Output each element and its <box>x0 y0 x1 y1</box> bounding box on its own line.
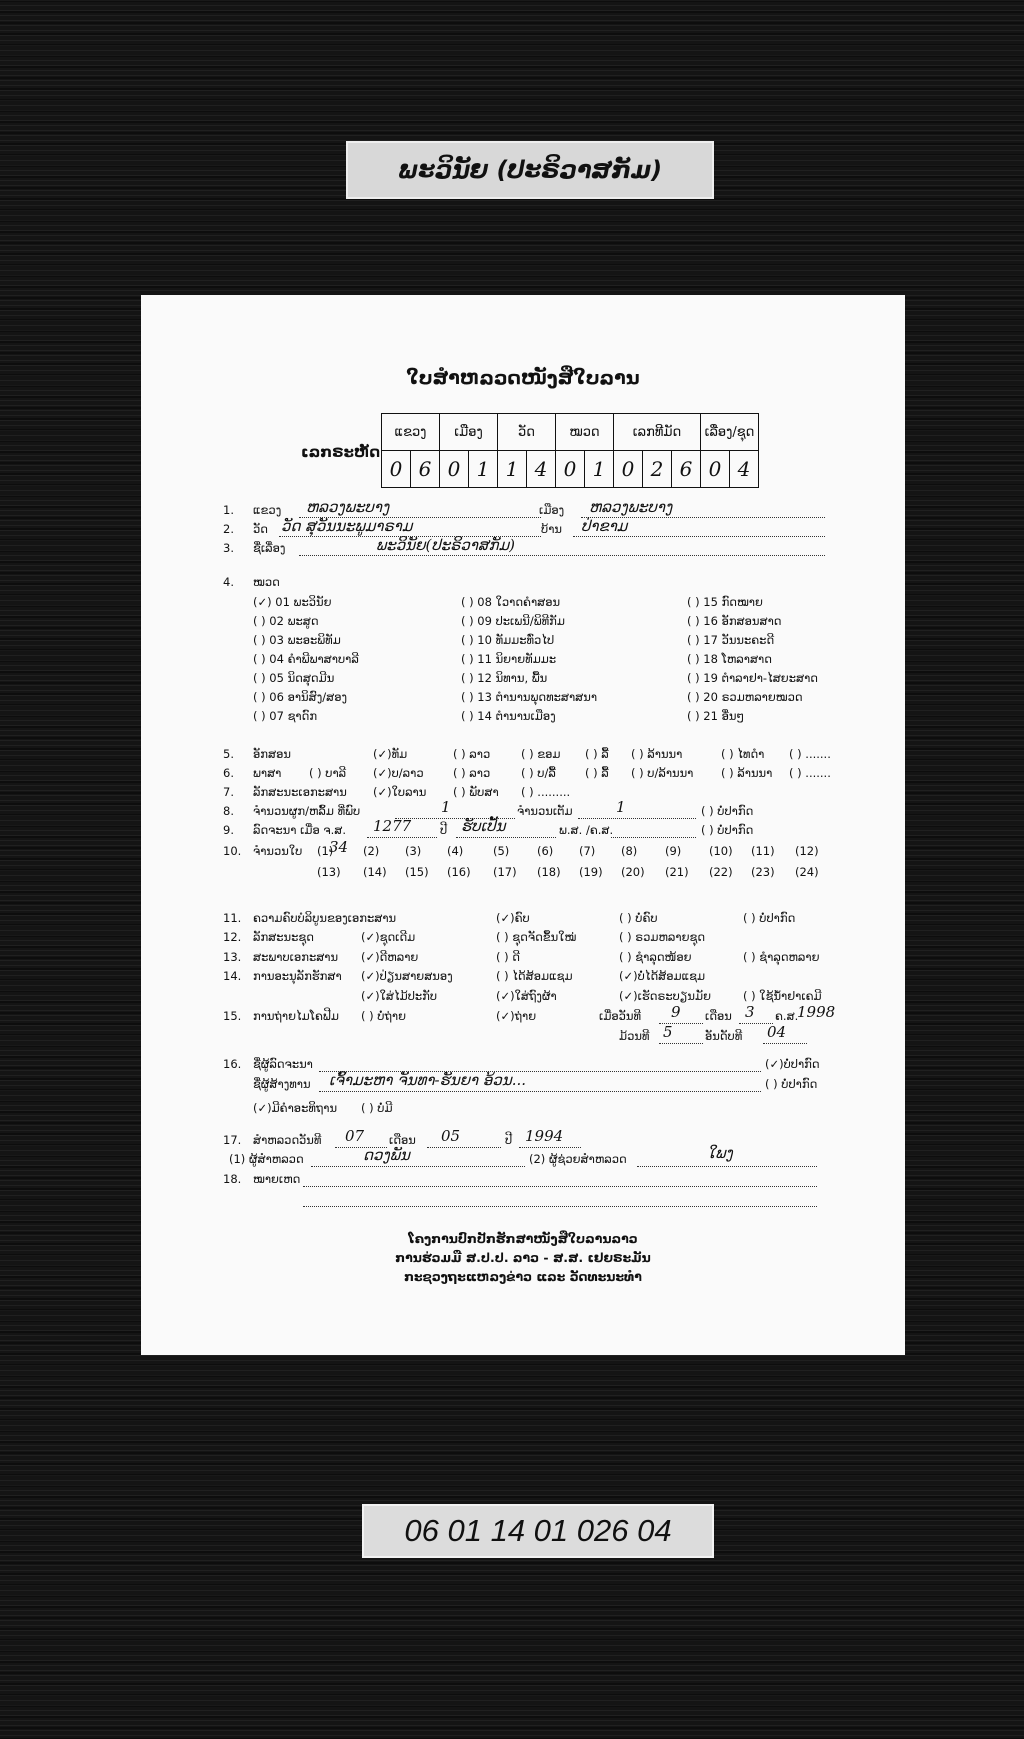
leaf-count-cell: (1) <box>317 844 334 858</box>
leaf-count-cell: (12) <box>795 844 819 858</box>
not-shown-option: ( ) ບໍ່ປາກົດ <box>765 1077 818 1091</box>
written-date-label: ລົດຈະນາ ເມື່ອ ຈ.ສ. <box>253 823 347 837</box>
assistant-value: ໃພງ <box>707 1144 733 1162</box>
surveyor-label: (1) ຜູ້ສຳຫລວດ <box>229 1152 304 1166</box>
category-option: ( ) 12 ນິທານ, ພື້ນ <box>461 671 548 685</box>
field-number: 15. <box>223 1009 242 1023</box>
category-option: ( ) 15 ກົດໝາຍ <box>687 595 763 609</box>
set-type-label: ລັກສະນະຊຸດ <box>253 930 314 944</box>
category-option: ( ) 19 ຕຳລາຢາ-ໄສຍະສາດ <box>687 671 818 685</box>
footer-line: ໂຄງການປົກປັກຮັກສາໜັງສືໃບລານລາວ <box>408 1231 638 1246</box>
leaf-count-cell: (18) <box>537 865 561 879</box>
form-title: ໃບສຳຫລວດໜັງສືໃບລານ <box>406 367 640 389</box>
condition-label: ສະພາບເອກະສານ <box>253 950 339 964</box>
condition-option: (✓)ດີຫລາຍ <box>361 950 419 964</box>
leaf-count-cell: (8) <box>621 844 638 858</box>
language-option: ( ) ບາລີ <box>309 766 347 780</box>
microfilm-label: ການຖ່າຍໄມໂຄຟີມ <box>253 1009 339 1023</box>
leaf-count-cell: (19) <box>579 865 603 879</box>
category-option: ( ) 13 ຕຳນານພຸດທະສາສນາ <box>461 690 598 704</box>
code-digit: 0 <box>614 451 643 488</box>
field-number: 6. <box>223 766 234 780</box>
conservation-option: ( ) ໄດ້ສ້ອມແຊມ <box>496 969 573 983</box>
footer-line: ການຮ່ວມມື ສ.ປ.ປ. ລາວ - ສ.ສ. ເຢຍຣະມັນ <box>395 1250 651 1265</box>
donor-label: ຊື່ຜູ້ສ້າງທານ <box>253 1077 311 1091</box>
prayer-option: ( ) ບໍ່ມີ <box>361 1101 393 1115</box>
document-type-label: ລັກສະນະເອກະສານ <box>253 785 347 799</box>
code-header: ໝວດ <box>556 414 614 451</box>
code-digit: 0 <box>382 451 411 488</box>
script-option: ( ) ....... <box>789 747 831 761</box>
script-option: ( ) ລາວ <box>453 747 491 761</box>
script-option: ( ) ລ້ານນາ <box>631 747 683 761</box>
category-option: ( ) 17 ວັນນະຄະດີ <box>687 633 775 647</box>
donor-value: ເຈົ້າມະຫາ ຈັນທາ-ຮັນຍາ ອ້ວນ... <box>329 1071 527 1089</box>
not-shown-option: ( ) ບໍ່ປາກົດ <box>701 823 754 837</box>
field-number: 4. <box>223 575 234 589</box>
village-value: ປ່າຂາມ <box>581 517 628 535</box>
document-type-option: ( ) ພັບສາ <box>453 785 499 799</box>
code-digit: 0 <box>701 451 730 488</box>
completeness-label: ຄວາມຄົບບໍລິບູນຂອງເອກະສານ <box>253 911 397 925</box>
category-option: ( ) 05 ນິດສຸດມີນ <box>253 671 335 685</box>
category-option: ( ) 11 ນິຍາຍທັມມະ <box>461 652 557 666</box>
registration-code-table <box>381 413 759 488</box>
order-value: 04 <box>767 1023 787 1041</box>
category-option: ( ) 04 ຄຳພີພາສາບາລີ <box>253 652 359 666</box>
category-option: ( ) 14 ຕຳນານເມືອງ <box>461 709 556 723</box>
category-option: ( ) 09 ປະເພນີ/ພິທີກັມ <box>461 614 565 628</box>
conservation-option: ( ) ໃຊ້ນ້ຳຢາເຄມີ <box>743 989 822 1003</box>
language-label: ພາສາ <box>253 766 282 780</box>
field-number: 17. <box>223 1133 242 1147</box>
category-option: (✓) 01 ພະວິນັຍ <box>253 595 332 609</box>
month-label: ເດືອນ <box>705 1009 732 1023</box>
leaf-count-cell: (20) <box>621 865 645 879</box>
code-header: ແຂວງ <box>382 414 440 451</box>
completeness-option: ( ) ບໍ່ປາກົດ <box>743 911 796 925</box>
leaf-count-cell: (17) <box>493 865 517 879</box>
category-option: ( ) 21 ອື່ນໆ <box>687 709 745 723</box>
year-label: ຄ.ສ. <box>775 1009 799 1023</box>
field-number: 13. <box>223 950 242 964</box>
code-header: ເມືອງ <box>440 414 498 451</box>
condition-option: ( ) ດີ <box>496 950 520 964</box>
set-type-option: ( ) ຊຸດຈັດຂຶ້ນໃໝ່ <box>496 930 577 944</box>
bundles-total-value: 1 <box>616 798 626 816</box>
leaf-count-cell: (6) <box>537 844 554 858</box>
script-option: ( ) ລື້ <box>585 747 609 761</box>
leaf-count-cell: (4) <box>447 844 464 858</box>
province-value: ຫລວງພະບາງ <box>306 498 390 516</box>
assistant-label: (2) ຜູ້ຊ່ວຍສຳຫລວດ <box>529 1152 627 1166</box>
leaf-count-cell: (5) <box>493 844 510 858</box>
completeness-option: ( ) ບໍ່ຄົບ <box>619 911 658 925</box>
code-digit: 0 <box>440 451 469 488</box>
leaf-count-cell: (2) <box>363 844 380 858</box>
category-label: ໝວດ <box>253 575 280 589</box>
roll-label: ມ້ວນທີ <box>619 1029 650 1043</box>
category-option: ( ) 02 ພະສູດ <box>253 614 319 628</box>
script-option: ( ) ຂອມ <box>521 747 561 761</box>
category-option: ( ) 07 ຊາດົກ <box>253 709 318 723</box>
code-digit: 6 <box>672 451 701 488</box>
district-label: ເມືອງ <box>539 503 565 517</box>
survey-month: 05 <box>441 1127 461 1145</box>
leaf-count-cell: (11) <box>751 844 775 858</box>
bundles-found-value: 1 <box>441 798 451 816</box>
leaf-count-cell: (7) <box>579 844 596 858</box>
language-option: ( ) ບ/ລ້ານນາ <box>631 766 694 780</box>
leaf-count-cell: (23) <box>751 865 775 879</box>
code-digit: 6 <box>411 451 440 488</box>
title-value: ພະວິນັຍ(ປະຣິວາສກັມ) <box>376 536 515 554</box>
category-option: ( ) 10 ທັມມະທົ່ວໄປ <box>461 633 555 647</box>
leaf-count-label: ຈຳນວນໃບ <box>253 844 303 858</box>
leaf-count-cell: (16) <box>447 865 471 879</box>
condition-option: ( ) ຊຳລຸດໜ້ອຍ <box>619 950 692 964</box>
roll-value: 5 <box>663 1023 673 1041</box>
field-number: 3. <box>223 541 234 555</box>
field-number: 10. <box>223 844 242 858</box>
leaf-count-cell: (9) <box>665 844 682 858</box>
code-digit: 1 <box>585 451 614 488</box>
village-label: ບ້ານ <box>541 522 562 536</box>
remarks-label: ໝາຍເຫດ <box>253 1172 301 1186</box>
script-label: ອັກສອນ <box>253 747 291 761</box>
field-number: 12. <box>223 930 242 944</box>
manuscript-title-label: ພະວິນັຍ (ປະຣິວາສກັມ) <box>346 141 714 199</box>
conservation-option: (✓)ໃສ່ໄມ້ປະກັບ <box>361 989 438 1003</box>
language-option: ( ) ລາວ <box>453 766 491 780</box>
conservation-option: (✓)ໃສ່ຖົງຜ້າ <box>496 989 557 1003</box>
month-label: ເດືອນ <box>389 1133 416 1147</box>
registration-label: ເລກຣະຫັດ <box>301 443 381 461</box>
script-option: ( ) ໄທດຳ <box>721 747 765 761</box>
condition-option: ( ) ຊຳລຸດຫລາຍ <box>743 950 820 964</box>
code-digit: 4 <box>730 451 759 488</box>
code-digit: 0 <box>556 451 585 488</box>
survey-year: 1994 <box>525 1127 564 1145</box>
temple-label: ວັດ <box>253 522 268 536</box>
temple-value: ວັດ ສຸວັນນະພູມາຣາມ <box>281 517 413 535</box>
set-type-option: ( ) ຣວມຫລາຍຊຸດ <box>619 930 706 944</box>
district-value: ຫລວງພະບາງ <box>589 498 673 516</box>
title-label: ຊື່ເລື່ອງ <box>253 541 286 555</box>
language-option: ( ) ລື້ <box>585 766 609 780</box>
field-number: 18. <box>223 1172 242 1186</box>
category-option: ( ) 20 ຣວມຫລາຍໝວດ <box>687 690 803 704</box>
scribe-label: ຊື່ຜູ້ລົດຈະນາ <box>253 1057 313 1071</box>
code-header: ເລກທີມັດ <box>614 414 701 451</box>
leaf-count-cell: (3) <box>405 844 422 858</box>
code-digit-row <box>382 451 759 488</box>
surveyor-value: ດວງພັນ <box>363 1146 410 1164</box>
year-name-value: ຮັບເປັ້ນ <box>461 817 506 835</box>
language-option: ( ) ບ/ລື້ <box>521 766 556 780</box>
survey-label: ສຳຫລວດ <box>253 1133 300 1147</box>
leaf-count-cell: (22) <box>709 865 733 879</box>
field-number: 7. <box>223 785 234 799</box>
bundles-found-label: ຈຳນວນຜູກ/ຫລົ້ມ ທີ່ພົບ <box>253 804 361 818</box>
day-label: ວັນທີ <box>299 1133 322 1147</box>
code-header-row <box>382 414 759 451</box>
field-number: 1. <box>223 503 234 517</box>
leaf-count-cell: (24) <box>795 865 819 879</box>
field-number: 11. <box>223 911 242 925</box>
category-option: ( ) 18 ໂຫລາສາດ <box>687 652 772 666</box>
microfilm-option: ( ) ບໍ່ຖ່າຍ <box>361 1009 406 1023</box>
code-digit: 2 <box>643 451 672 488</box>
accession-number-label: 06 01 14 01 026 04 <box>362 1504 714 1558</box>
conservation-label: ການອະນຸລັກຮັກສາ <box>253 969 342 983</box>
not-shown-option: (✓)ບໍ່ປາກົດ <box>765 1057 820 1071</box>
completeness-option: (✓)ຄົບ <box>496 911 530 925</box>
language-option: ( ) ລ້ານນາ <box>721 766 773 780</box>
leaf-count-value: 34 <box>329 838 349 856</box>
code-digit: 1 <box>498 451 527 488</box>
code-header: ເລື່ອງ/ຊຸດ <box>701 414 759 451</box>
category-option: ( ) 08 ໃວາດຄຳສອນ <box>461 595 561 609</box>
code-header: ວັດ <box>498 414 556 451</box>
year-label: ປີ <box>440 823 448 837</box>
document-type-option: ( ) ......... <box>521 785 571 799</box>
set-type-option: (✓)ຊຸດເດີມ <box>361 930 416 944</box>
prayer-option: (✓)ມີຄຳອະທິຖານ <box>253 1101 338 1115</box>
microfilm-date-label: ເມື່ອວັນທີ <box>599 1009 642 1023</box>
province-label: ແຂວງ <box>253 503 282 517</box>
language-option: (✓)ບ/ລາວ <box>373 766 424 780</box>
field-number: 14. <box>223 969 242 983</box>
category-option: ( ) 06 ອານິສົງ/ສອງ <box>253 690 348 704</box>
field-number: 8. <box>223 804 234 818</box>
survey-form-sheet <box>141 295 905 1355</box>
microfilm-option: (✓)ຖ່າຍ <box>496 1009 537 1023</box>
leaf-count-cell: (10) <box>709 844 733 858</box>
survey-day: 07 <box>345 1127 365 1145</box>
category-option: ( ) 16 ອັກສອນສາດ <box>687 614 782 628</box>
footer-line: ກະຊວງຖະແຫລງຂ່າວ ແລະ ວັດທະນະທຳ <box>404 1269 642 1284</box>
leaf-count-cell: (13) <box>317 865 341 879</box>
field-number: 2. <box>223 522 234 536</box>
order-label: ອັນດັບທີ <box>705 1029 743 1043</box>
microfilm-year: 1998 <box>797 1003 836 1021</box>
bundles-total-label: ຈຳນວນເຕັມ <box>517 804 573 818</box>
microfilm-month: 3 <box>745 1003 755 1021</box>
leaf-count-cell: (15) <box>405 865 429 879</box>
leaf-count-cell: (14) <box>363 865 387 879</box>
leaf-count-cell: (21) <box>665 865 689 879</box>
field-number: 16. <box>223 1057 242 1071</box>
field-number: 9. <box>223 823 234 837</box>
conservation-option: (✓)ປ່ຽນສາຍສນອງ <box>361 969 453 983</box>
cs-year-value: 1277 <box>373 817 412 835</box>
field-number: 5. <box>223 747 234 761</box>
conservation-option: (✓)ບໍ່ໄດ້ສ້ອມແຊມ <box>619 969 706 983</box>
not-shown-option: ( ) ບໍ່ປາກົດ <box>701 804 754 818</box>
year-label: ປີ <box>505 1133 513 1147</box>
code-digit: 4 <box>527 451 556 488</box>
script-option: (✓)ທັມ <box>373 747 408 761</box>
code-digit: 1 <box>469 451 498 488</box>
document-type-option: (✓)ໃບລານ <box>373 785 427 799</box>
language-option: ( ) ....... <box>789 766 831 780</box>
conservation-option: (✓)ເຮັດຣະບຽນມັຍ <box>619 989 711 1003</box>
category-option: ( ) 03 ພະອະພິທັມ <box>253 633 341 647</box>
be-ce-label: ພ.ສ. /ຄ.ສ. <box>559 823 614 837</box>
microfilm-day: 9 <box>671 1003 681 1021</box>
